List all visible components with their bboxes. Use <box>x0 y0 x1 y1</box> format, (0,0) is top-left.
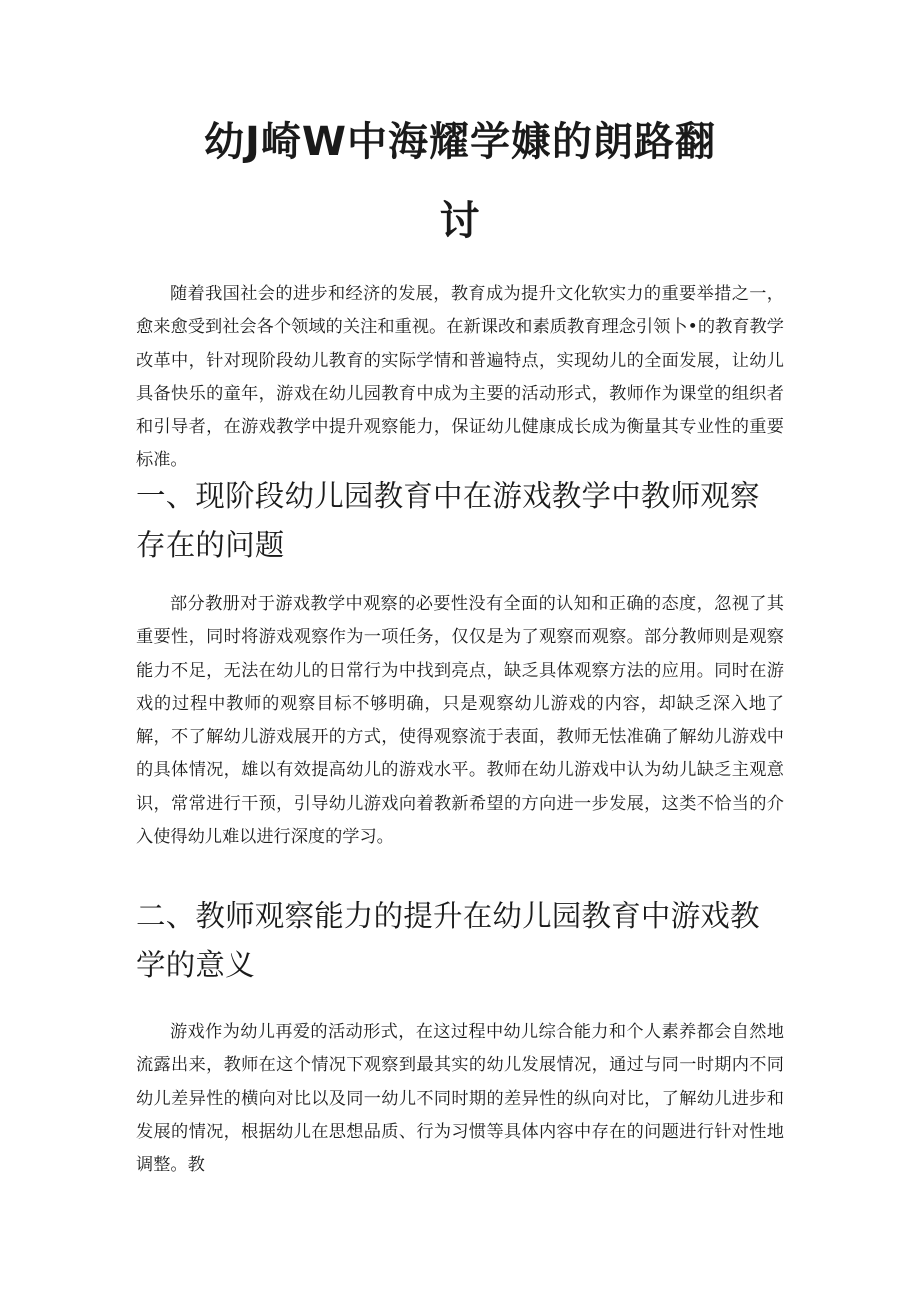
section-heading-1: 一、现阶段幼儿园教育中在游戏教学中教师观察存在的问题 <box>136 479 760 562</box>
document-title-line-1: 幼J崎W中海耀学嫝的朗路翻 <box>203 119 716 165</box>
section-heading-2: 二、教师观察能力的提升在幼儿园教育中游戏教学的意义 <box>136 899 760 982</box>
section-2-paragraph: 游戏作为幼儿再爱的活动形式，在这过程中幼儿综合能力和个人素养都会自然地流露出来，教师在这个情况下观察到最其实的幼儿发展情况，通过与同一时期内不同幼儿差异性的横向对比以及同一幼儿不同时期的差异性的纵向对比，了解幼儿进步和发展的情况，根据幼儿在思想品质、行为习惯等具体内容中存在的问题进行针对性地调整。教 <box>136 1022 784 1176</box>
intro-paragraph: 随着我国社会的进步和经济的发展，教育成为提升文化软实力的重要举措之一，愈来愈受到社会各个领域的关注和重视。在新课改和素质教育理念引领卜•的教育教学改革中，针对现阶段幼儿教育的实际学情和普遍特点，实现幼儿的全面发展，让幼儿具备快乐的童年，游戏在幼儿园教育中成为主要的活动形式，教师作为课堂的组织者和引导者，在游戏教学中提升观察能力，保证幼儿健康成长成为衡量其专业性的重要标准。 <box>136 284 784 471</box>
document-title-line-2: 讨 <box>439 198 481 244</box>
section-1-paragraph: 部分教册对于游戏教学中观察的必要性没有全面的认知和正确的态度，忽视了其重要性，同时将游戏观察作为一项任务，仅仅是为了观察而观察。部分教师则是观察能力不足，无法在幼儿的日常行为中找到亮点，缺乏具体观察方法的应用。同时在游戏的过程中教师的观察目标不够明确，只是观察幼儿游戏的内容，却缺乏深入地了解，不了解幼儿游戏展开的方式，使得观察流于表面，教师无怯准确了解幼儿游戏中的具体情况，雄以有效提高幼儿的游戏水平。教师在幼儿游戏中认为幼儿缺乏主观意识，常常进行干预，引导幼儿游戏向着教新希望的方向进一步发展，这类不恰当的介入使得幼儿难以进行深度的学习。 <box>136 594 784 848</box>
